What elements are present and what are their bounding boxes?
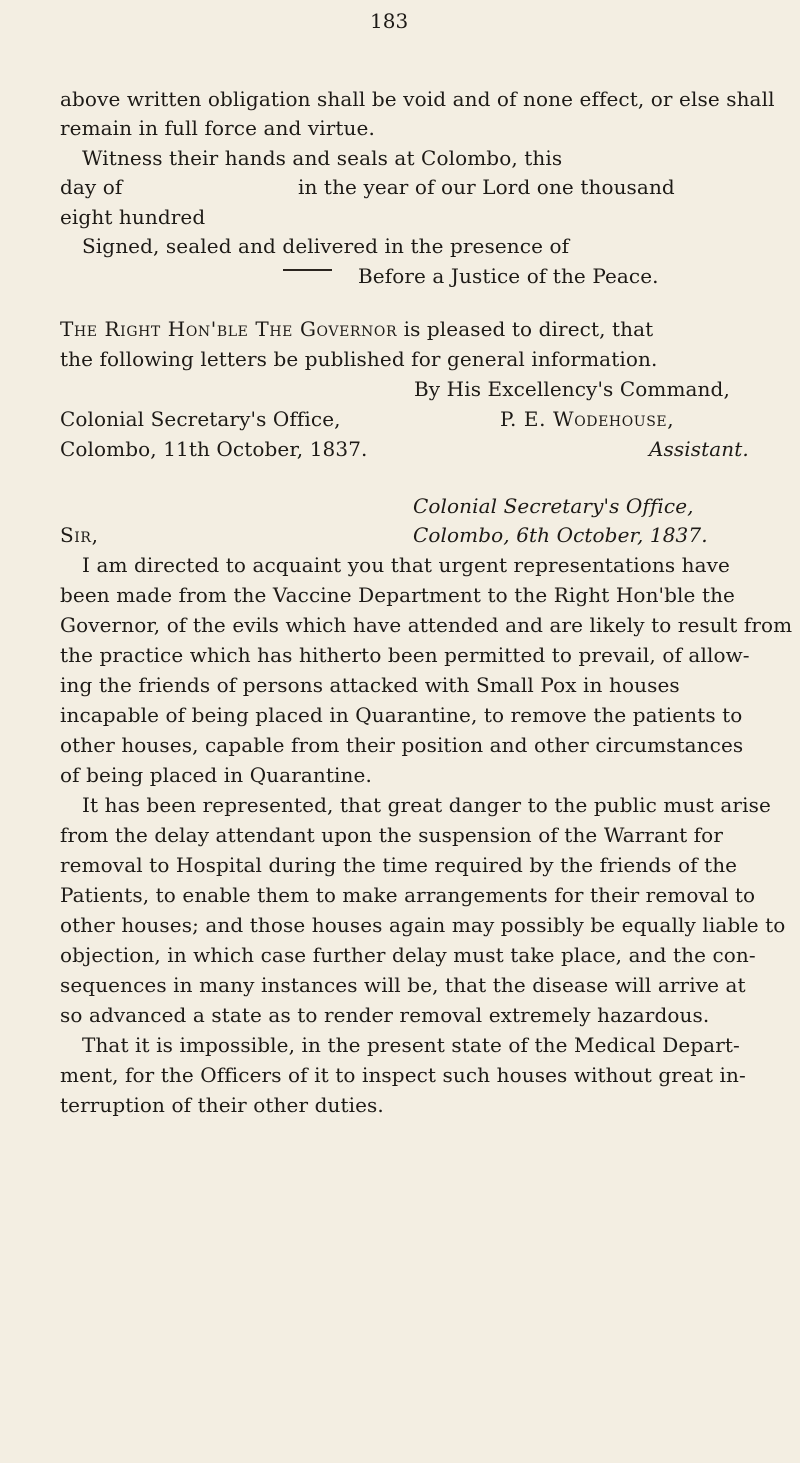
bond-line-6: eight hundred <box>60 205 206 229</box>
notice-office: Colonial Secretary's Office, <box>60 407 341 431</box>
notice-signatory: P. E. Wodehouse, <box>500 407 675 431</box>
letter-line-5: ing the friends of persons attacked with Small Pox in houses <box>60 673 680 697</box>
letter-line-2: been made from the Vaccine Department to the Right Hon'ble the <box>60 583 735 607</box>
bond-line-8: Before a Justice of the Peace. <box>358 264 659 288</box>
letter-line-15: sequences in many instances will be, that the disease will arrive at <box>60 973 746 997</box>
letter-heading-office: Colonial Secretary's Office, <box>413 494 694 518</box>
notice-place-date: Colombo, 11th October, 1837. <box>60 437 368 461</box>
letter-line-10: from the delay attendant upon the suspension of the Warrant for <box>60 823 723 847</box>
letter-line-14: objection, in which case further delay must take place, and the con- <box>60 943 756 967</box>
bond-line-7: Signed, sealed and delivered in the presence of <box>82 234 570 258</box>
notice-command: By His Excellency's Command, <box>414 377 730 401</box>
bond-line-1: above written obligation shall be void and of none effect, or else shall <box>60 87 775 111</box>
notice-smallcaps: The Right Hon'ble The Governor <box>60 317 398 341</box>
letter-line-11: removal to Hospital during the time required by the friends of the <box>60 853 738 877</box>
letter-line-13: other houses; and those houses again may possibly be equally liable to <box>60 913 786 937</box>
letter-line-1: I am directed to acquaint you that urgent representations have <box>82 553 730 577</box>
page-number: 183 <box>370 9 409 33</box>
letter-line-8: of being placed in Quarantine. <box>60 763 372 787</box>
letter-line-17: That it is impossible, in the present state of the Medical Depart- <box>82 1033 740 1057</box>
letter-heading-place-date: Colombo, 6th October, 1837. <box>413 523 708 547</box>
bond-line-5: in the year of our Lord one thousand <box>298 175 675 199</box>
letter-line-6: incapable of being placed in Quarantine, to remove the patients to <box>60 703 743 727</box>
bond-line-3: Witness their hands and seals at Colombo, this <box>82 146 563 170</box>
letter-line-12: Patients, to enable them to make arrangements for their removal to <box>60 883 756 907</box>
letter-line-19: terruption of their other duties. <box>60 1093 384 1117</box>
notice-line-1-rest: is pleased to direct, that <box>403 317 654 341</box>
bond-line-2: remain in full force and virtue. <box>60 116 375 140</box>
letter-salutation: Sir, <box>60 523 99 547</box>
section-divider <box>283 269 332 271</box>
notice-line-2: the following letters be published for general information. <box>60 347 658 371</box>
letter-line-3: Governor, of the evils which have attended and are likely to result from <box>60 613 793 637</box>
letter-line-9: It has been represented, that great danger to the public must arise <box>82 793 771 817</box>
letter-line-7: other houses, capable from their position and other circumstances <box>60 733 744 757</box>
bond-line-4: day of <box>60 175 123 199</box>
letter-line-16: so advanced a state as to render removal extremely hazardous. <box>60 1003 710 1027</box>
letter-line-18: ment, for the Officers of it to inspect such houses without great in- <box>60 1063 746 1087</box>
letter-line-4: the practice which has hitherto been permitted to prevail, of allow- <box>60 643 750 667</box>
notice-line-1 <box>60 316 653 342</box>
notice-title: Assistant. <box>649 437 749 461</box>
